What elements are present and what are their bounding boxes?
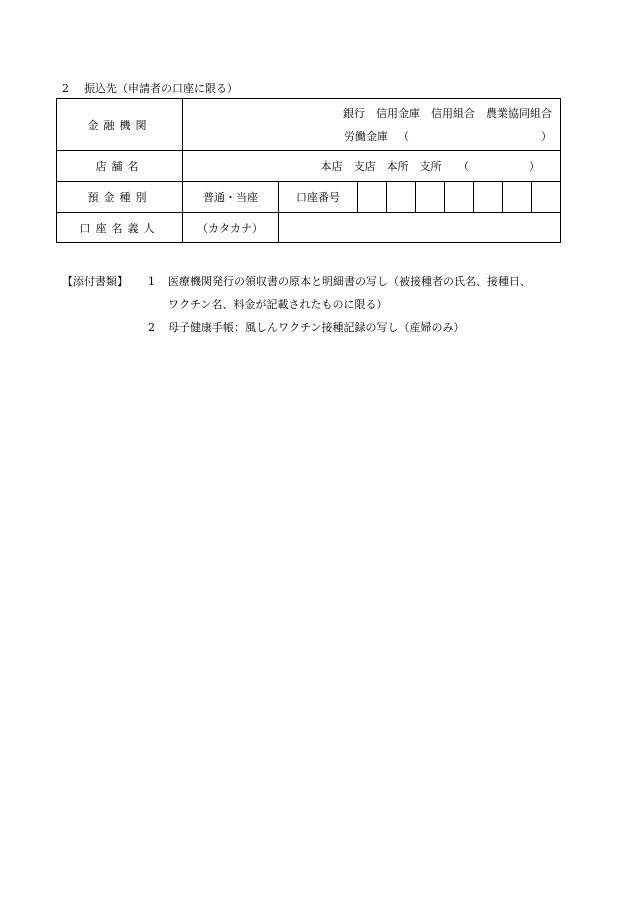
attachment-text: 医療機関発行の領収書の原本と明細書の写し（被接種者の氏名、接種日、 [168, 275, 531, 288]
section-heading [62, 80, 238, 96]
attachment-text: 母子健康手帳：風しんワクチン接種記録の写し（産婦のみ） [168, 321, 465, 334]
bank-input-cell[interactable] [183, 99, 561, 151]
branch-label: 店舗名 [57, 151, 183, 182]
account-holder-input[interactable] [279, 213, 561, 243]
attachment-number: 2 [148, 321, 155, 334]
attachments-section [62, 270, 531, 339]
section-title: 振込先（申請者の口座に限る） [84, 82, 238, 95]
attachments-title: 【添付書類】 [62, 275, 128, 288]
account-type-label: 預金種別 [57, 182, 183, 213]
account-holder-kana-note: （カタカナ） [183, 213, 279, 243]
labor-bank-option: 労働金庫 [344, 129, 389, 143]
bank-row [57, 99, 561, 151]
account-digit-box[interactable] [358, 182, 387, 213]
account-number-label: 口座番号 [279, 182, 358, 213]
account-digit-box[interactable] [503, 182, 532, 213]
bank-label: 金融機関 [57, 99, 183, 151]
bank-paren-open: （ [398, 129, 410, 143]
section-number: 2 [62, 82, 69, 95]
bank-paren-close: ） [541, 129, 553, 143]
bank-type-options: 銀行 信用金庫 信用組合 農業協同組合 [343, 106, 553, 120]
account-holder-label: 口座名義人 [57, 213, 183, 243]
account-type-value[interactable]: 普通・当座 [183, 182, 279, 213]
branch-paren-close: ） [529, 160, 541, 173]
branch-row [57, 151, 561, 182]
branch-paren-open: （ [463, 160, 470, 173]
account-digit-box[interactable] [416, 182, 445, 213]
account-type-row [57, 182, 561, 213]
branch-input-cell[interactable] [183, 151, 561, 182]
attachment-text-continued: ワクチン名、料金が記載されたものに限る） [168, 298, 388, 311]
bank-transfer-table [56, 98, 561, 243]
attachment-number: 1 [148, 275, 155, 288]
account-digit-box[interactable] [474, 182, 503, 213]
account-digit-box[interactable] [532, 182, 561, 213]
account-holder-row [57, 213, 561, 243]
branch-type-options: 本店 支店 本所 支所 [320, 160, 442, 173]
account-digit-box[interactable] [387, 182, 416, 213]
account-digit-box[interactable] [445, 182, 474, 213]
